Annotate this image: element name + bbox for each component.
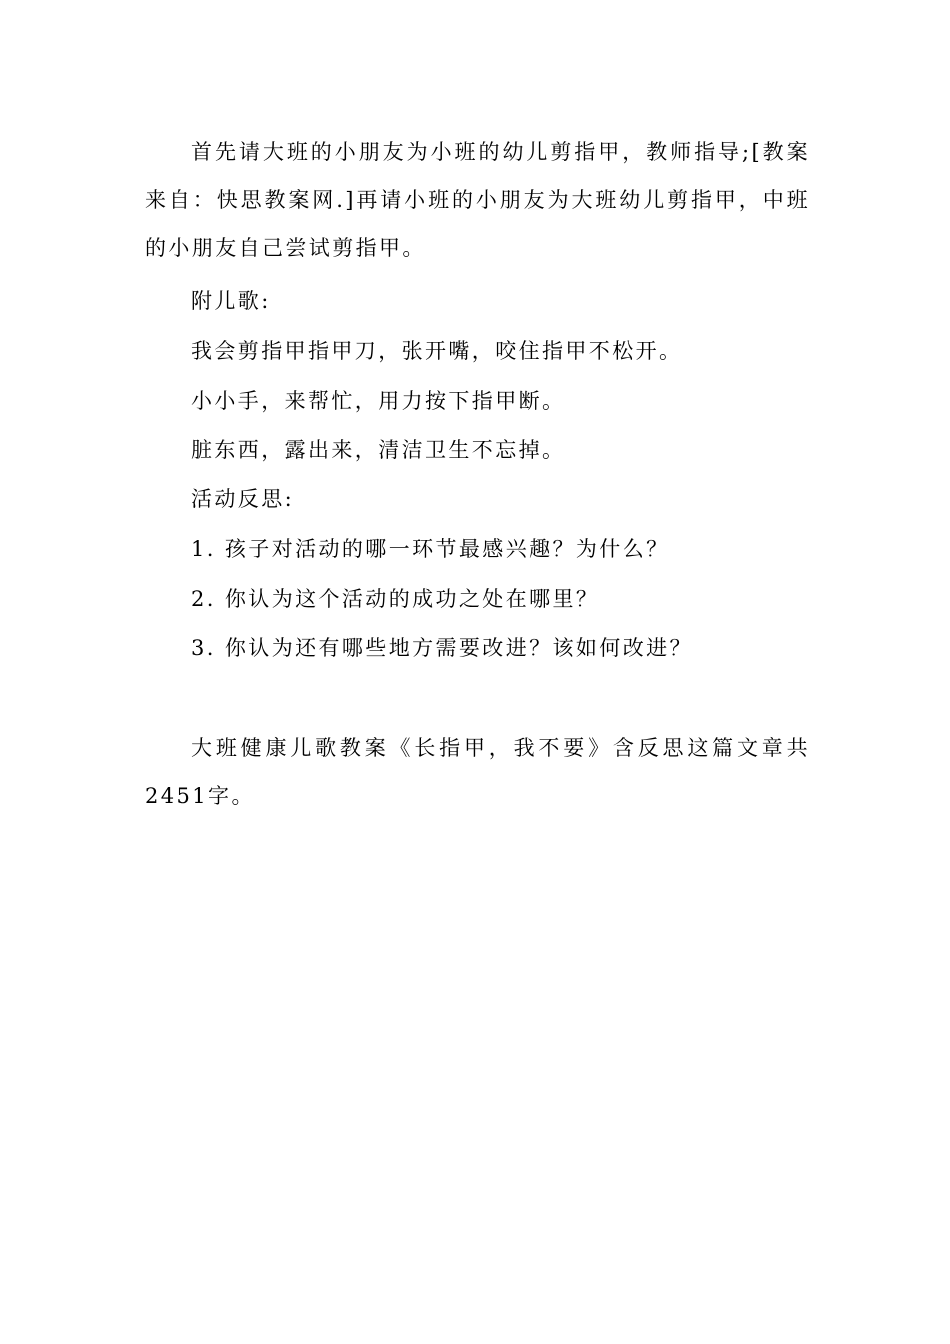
- reflection-item-1: 1. 孩子对活动的哪一环节最感兴趣？为什么？: [191, 537, 670, 561]
- song-line-1: 我会剪指甲指甲刀，张开嘴，咬住指甲不松开。: [191, 339, 683, 363]
- reflection-item-2: 2. 你认为这个活动的成功之处在哪里？: [191, 587, 600, 611]
- reflection-heading: 活动反思:: [191, 487, 295, 511]
- song-line-2: 小小手，来帮忙，用力按下指甲断。: [191, 389, 566, 413]
- song-heading: 附儿歌:: [191, 289, 271, 313]
- paragraph-intro: 首先请大班的小朋友为小班的幼儿剪指甲，教师指导;[教案来自：快思教案网.]再请小班的小朋友为大班幼儿剪指甲，中班的小朋友自己尝试剪指甲。: [145, 140, 810, 260]
- song-line-3: 脏东西，露出来，清洁卫生不忘掉。: [191, 438, 566, 462]
- reflection-item-3: 3. 你认为还有哪些地方需要改进？该如何改进？: [191, 636, 693, 660]
- footer-note: 大班健康儿歌教案《长指甲，我不要》含反思这篇文章共2451字。: [145, 736, 810, 808]
